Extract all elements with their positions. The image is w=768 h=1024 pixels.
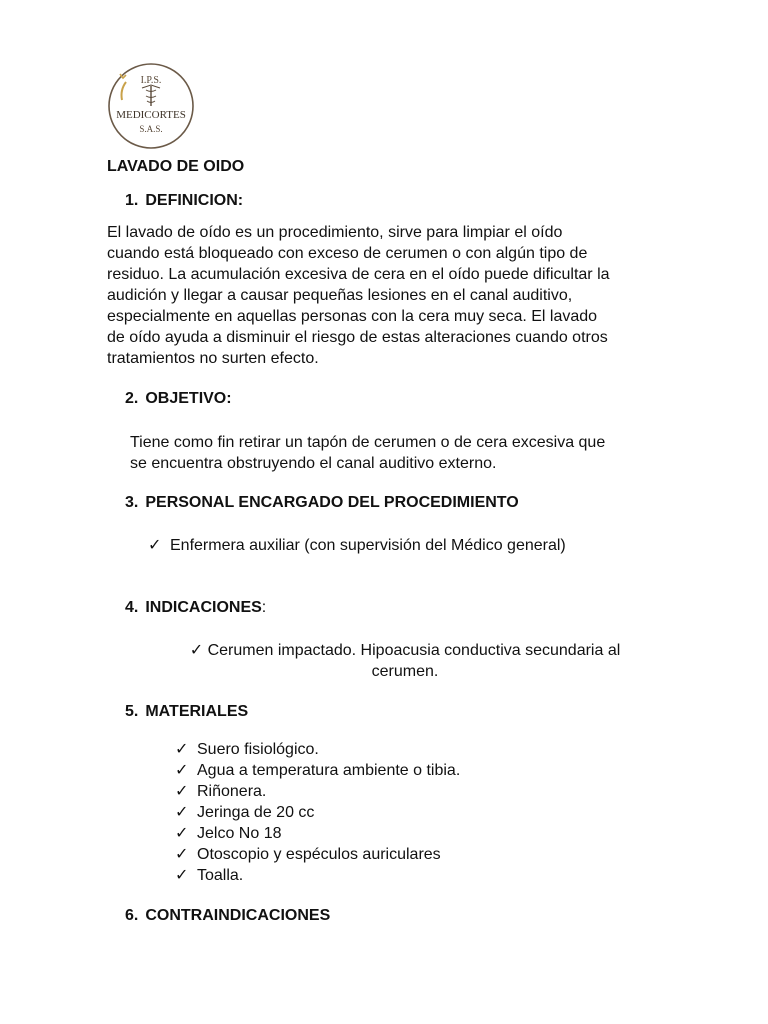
- checkmark-icon: ✓: [175, 762, 189, 779]
- checkmark-icon: ✓: [175, 825, 189, 842]
- section-heading-contraindicaciones: [125, 907, 330, 925]
- list-item-text: Suero fisiológico.: [197, 741, 319, 758]
- paragraph-line: se encuentra obstruyendo el canal auditivo externo.: [130, 455, 497, 472]
- section-heading-objetivo: [125, 390, 232, 408]
- section-heading-personal: [125, 494, 519, 512]
- indicaciones-item: [165, 640, 645, 682]
- section-number: 3.: [125, 494, 139, 511]
- section-number: 4.: [125, 599, 139, 616]
- section-title: DEFINICION:: [145, 192, 244, 209]
- section-number: 1.: [125, 192, 139, 209]
- list-item-text: Otoscopio y espéculos auriculares: [197, 846, 441, 863]
- list-item-text: Cerumen impactado. Hipoacusia conductiva secundaria al: [207, 642, 621, 659]
- list-item: [175, 760, 460, 781]
- section-heading-indicaciones: [125, 599, 266, 617]
- paragraph-line: Tiene como fin retirar un tapón de cerumen o de cera excesiva que: [130, 434, 606, 451]
- checkmark-icon: ✓: [175, 783, 189, 800]
- section-title: PERSONAL ENCARGADO DEL PROCEDIMIENTO: [145, 494, 519, 511]
- list-item-text: Toalla.: [197, 867, 244, 884]
- list-item-text: Enfermera auxiliar (con supervisión del Médico general): [170, 537, 566, 554]
- section-heading-materiales: [125, 703, 248, 721]
- section-title: MATERIALES: [145, 703, 249, 720]
- medicortes-logo-emblem: [106, 62, 196, 150]
- list-item-text: Jelco No 18: [197, 825, 282, 842]
- list-item: [175, 823, 460, 844]
- checkmark-icon: ✓: [189, 642, 204, 659]
- list-item: [148, 535, 566, 556]
- checkmark-icon: ✓: [175, 741, 189, 758]
- materiales-list: [175, 739, 460, 886]
- paragraph-line: especialmente en aquellas personas con la cera muy seca. El lavado: [107, 308, 598, 325]
- definicion-paragraph: [107, 222, 610, 369]
- checkmark-icon: ✓: [175, 846, 189, 863]
- list-item: [175, 781, 460, 802]
- paragraph-line: El lavado de oído es un procedimiento, sirve para limpiar el oído: [107, 224, 563, 241]
- list-item-text: Agua a temperatura ambiente o tibia.: [197, 762, 461, 779]
- logo-top-text: I.P.S.: [140, 75, 162, 86]
- list-item: [175, 739, 460, 760]
- list-item-text: Jeringa de 20 cc: [197, 804, 315, 821]
- checkmark-icon: ✓: [148, 537, 162, 554]
- checkmark-icon: ✓: [175, 804, 189, 821]
- list-item: [175, 802, 460, 823]
- section-title: INDICACIONES:: [145, 599, 267, 616]
- paragraph-line: audición y llegar a causar pequeñas lesiones en el canal auditivo,: [107, 287, 573, 304]
- section-heading-definicion: [125, 192, 243, 210]
- section-title: CONTRAINDICACIONES: [145, 907, 331, 924]
- company-logo: [106, 62, 196, 150]
- document-title: LAVADO DE OIDO: [107, 158, 245, 175]
- personal-list: [148, 535, 566, 556]
- paragraph-line: tratamientos no surten efecto.: [107, 350, 319, 367]
- logo-middle-text: MEDICORTES: [116, 109, 186, 121]
- checkmark-icon: ✓: [175, 867, 189, 884]
- objetivo-paragraph: [130, 432, 605, 474]
- paragraph-line: residuo. La acumulación excesiva de cera en el oído puede dificultar la: [107, 266, 610, 283]
- paragraph-line: de oído ayuda a disminuir el riesgo de estas alteraciones cuando otros: [107, 329, 608, 346]
- section-number: 6.: [125, 907, 139, 924]
- list-item-line: [165, 640, 645, 661]
- list-item-text: Riñonera.: [197, 783, 267, 800]
- section-number: 5.: [125, 703, 139, 720]
- paragraph-line: cuando está bloqueado con exceso de cerumen o con algún tipo de: [107, 245, 588, 262]
- logo-bottom-text: S.A.S.: [139, 124, 163, 134]
- section-title: OBJETIVO:: [145, 390, 232, 407]
- section-number: 2.: [125, 390, 139, 407]
- list-item: [175, 865, 460, 886]
- list-item-line: cerumen.: [371, 663, 439, 680]
- list-item: [175, 844, 460, 865]
